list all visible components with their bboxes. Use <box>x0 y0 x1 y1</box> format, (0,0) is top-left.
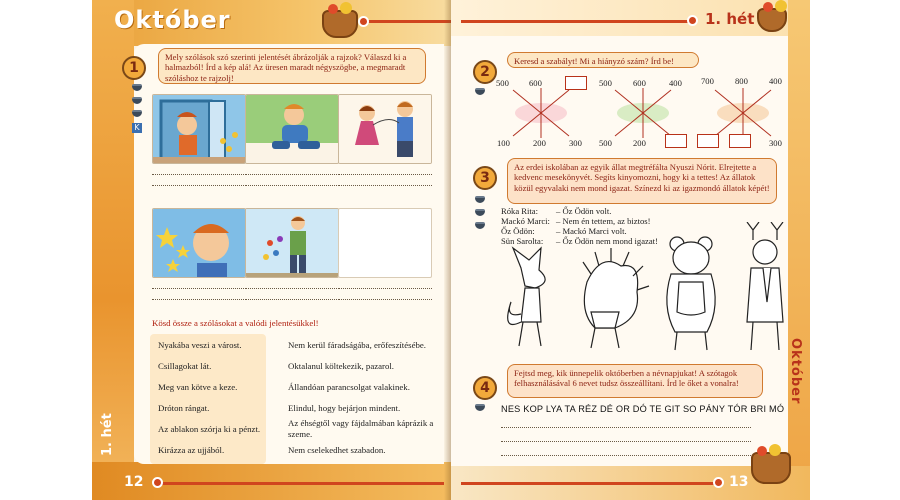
header-dot-icon <box>358 16 369 27</box>
month-title: Október <box>114 6 231 34</box>
answer-lines-6 <box>338 280 432 302</box>
answer-lines-4 <box>152 280 246 302</box>
number-star-1 <box>495 84 587 142</box>
bowl-icon <box>475 222 485 229</box>
star-number: 600 <box>633 78 646 88</box>
right-page <box>451 0 810 500</box>
picture-boy-stars <box>152 208 246 278</box>
bowl-icon <box>475 209 485 216</box>
footer-dot-icon <box>713 477 724 488</box>
statement: – Őz Ödön nem mond igazat! <box>556 236 658 246</box>
missing-number-box[interactable] <box>565 76 587 90</box>
saying-item: Az ablakon szórja ki a pénzt. <box>158 424 261 434</box>
picture-boy-sitting <box>245 94 339 164</box>
statement: – Nem én tettem, az biztos! <box>556 216 651 226</box>
saying-item: Kirázza az ujjából. <box>158 445 225 455</box>
side-month-label: Október <box>788 338 803 405</box>
side-week-label: 1. hét <box>100 413 115 456</box>
star-number: 500 <box>599 78 612 88</box>
answer-line[interactable] <box>501 418 751 428</box>
speaker: Őz Ödön: <box>501 226 535 236</box>
k-icon: K <box>132 123 142 133</box>
answer-lines-2 <box>245 166 339 188</box>
missing-number-box[interactable] <box>697 134 719 148</box>
star-number: 200 <box>533 138 546 148</box>
statement: – Mackó Marci volt. <box>556 226 627 236</box>
exercise-3-task: Az erdei iskolában az egyik állat megtréfálta Nyuszi Nórit. Elrejtette a kedvenc mesekönyvét. Segíts kinyomozni, hogy ki a tettes! Az állatok közül egyvalaki nem mond igazat. Színezd ki az igazmondó állatok képét! <box>507 158 777 204</box>
bowl-icon <box>132 110 142 117</box>
meaning-item: Nem cselekedhet szabadon. <box>288 445 386 455</box>
empty-drawing-box[interactable] <box>338 208 432 278</box>
answer-lines-5 <box>245 280 339 302</box>
picture-puppet-strings <box>245 208 339 278</box>
statement: – Őz Ödön volt. <box>556 206 612 216</box>
header-dot-icon <box>687 15 698 26</box>
header-rule <box>461 20 693 23</box>
missing-number-box[interactable] <box>665 134 687 148</box>
match-instruction: Kösd össze a szólásokat a valódi jelentésükkel! <box>152 318 319 328</box>
side-band <box>788 0 810 500</box>
meaning-item: Az éhségtől vagy fájdalmában káprázik a szeme. <box>288 418 434 439</box>
answer-line[interactable] <box>501 446 751 456</box>
bottom-orange-band <box>92 462 451 500</box>
bowl-icon <box>475 404 485 411</box>
star-number: 800 <box>735 76 748 86</box>
exercise-2-badge: 2 <box>473 60 497 84</box>
difficulty-icons <box>475 404 485 417</box>
answer-lines-1 <box>152 166 246 188</box>
star-number: 500 <box>599 138 612 148</box>
exercise-2-task: Keresd a szabályt! Mi a hiányzó szám? Írd be! <box>507 52 699 68</box>
animal-drawings[interactable] <box>491 222 791 356</box>
difficulty-icons <box>475 88 485 101</box>
saying-item: Csillagokat lát. <box>158 361 212 371</box>
star-number: 500 <box>496 78 509 88</box>
answer-line[interactable] <box>501 432 751 442</box>
page-number: 12 <box>124 474 144 490</box>
star-number: 100 <box>497 138 510 148</box>
saying-item: Nyakába veszi a várost. <box>158 340 242 350</box>
page-number: 13 <box>729 474 749 490</box>
meaning-item: Oktalanul költekezik, pazarol. <box>288 361 395 371</box>
exercise-1-badge: 1 <box>122 56 146 80</box>
answer-lines-3 <box>338 166 432 188</box>
meaning-item: Nem kerül fáradságába, erőfeszítésébe. <box>288 340 426 350</box>
footer-rule <box>154 482 444 485</box>
left-page <box>92 0 451 500</box>
difficulty-icons <box>475 196 485 235</box>
star-number: 200 <box>633 138 646 148</box>
dialog-line <box>501 206 611 216</box>
star-number: 400 <box>669 78 682 88</box>
book-spread <box>92 0 810 500</box>
fruit-basket-icon <box>751 452 791 484</box>
meaning-item: Elindul, hogy bejárjon mindent. <box>288 403 401 413</box>
bowl-icon <box>132 97 142 104</box>
exercise-3-badge: 3 <box>473 166 497 190</box>
star-number: 300 <box>569 138 582 148</box>
exercise-4-task: Fejtsd meg, kik ünnepelik októberben a névnapjukat! A szótagok felhasználásával 6 nevet tudsz összeállítani. Írd le őket a vonalra! <box>507 364 763 398</box>
harvest-basket-icon <box>322 10 358 38</box>
speaker: Sün Sarolta: <box>501 236 544 246</box>
syllable-list: NES KOP LYA TA RÉZ DÉ OR DÓ TE GIT SO PÁNY TÓR BRI MÓ <box>501 404 785 414</box>
bowl-icon <box>475 196 485 203</box>
footer-rule <box>461 482 717 485</box>
header-rule <box>362 20 451 23</box>
meaning-item: Állandóan parancsolgat valakinek. <box>288 382 410 392</box>
missing-number-box[interactable] <box>729 134 751 148</box>
speaker: Róka Rita: <box>501 206 538 216</box>
picture-window-money <box>152 94 246 164</box>
star-number: 400 <box>769 76 782 86</box>
star-number: 700 <box>701 76 714 86</box>
star-number: 600 <box>529 78 542 88</box>
picture-girl-string <box>338 94 432 164</box>
speaker: Mackó Marci: <box>501 216 550 226</box>
difficulty-icons <box>132 84 142 133</box>
exercise-1-task: Mely szólások szó szerinti jelentését ábrázolják a rajzok? Válaszd ki a halmazból! Írd a kép alá! Az üresen maradt négyszögbe, a megmaradt szóláshoz te rajzolj! <box>158 48 426 84</box>
bowl-icon <box>132 84 142 91</box>
footer-dot-icon <box>152 477 163 488</box>
week-title: 1. hét <box>705 10 755 28</box>
exercise-4-badge: 4 <box>473 376 497 400</box>
saying-item: Meg van kötve a keze. <box>158 382 238 392</box>
star-number: 300 <box>769 138 782 148</box>
saying-item: Dróton rángat. <box>158 403 210 413</box>
bowl-icon <box>475 88 485 95</box>
